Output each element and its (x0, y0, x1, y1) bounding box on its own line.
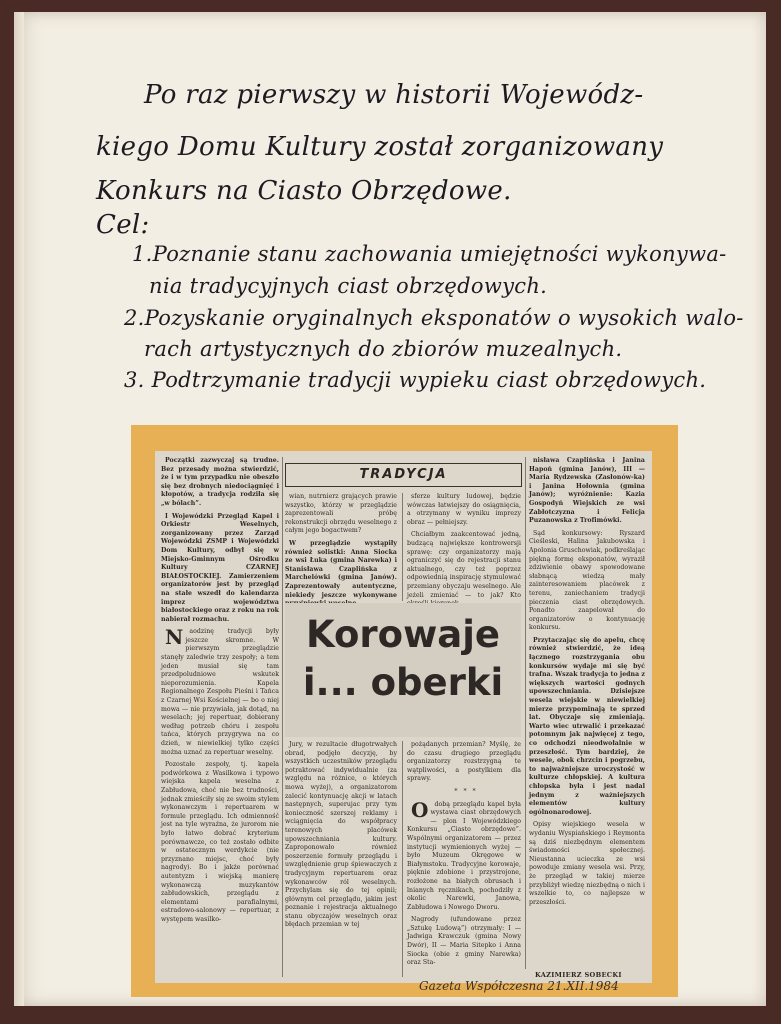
article-paragraph: Przytaczając się do apelu, chcę również stwierdzić, że ideą łącznego rozstrzygania obu konkursów wydaje mi się być trafna. Wszak tradycja to jedna z większych wartości godnych upowszechniania. Dzisiejsze wesela wiejskie w niewielkiej mierze przypominają te sprzed lat. Obyczaje się zmieniają. Warto wiec utrwalić i przekazać potomnym jak najwięcej z tego, co odchodzi nieodwołalnie w przeszłość. Tym bardziej, że wesele, obok chrzcin i pogrzebu, to najważniejsze uroczystość w kulturze chłopskiej. A kultura chłopska była i jest nadal jednym z ważniejszych elementów kultury ogólnonarodowej. (529, 636, 645, 816)
handwritten-goal-line-4: rach artystycznych do zbiorów muzealnych. (144, 337, 623, 361)
article-lead: Początki zazwyczaj są trudne. Bez przesady można stwierdzić, że i w tym przypadku nie obeszło się bez drobnych niedociągnięć i kłopotów, a tradycja rodziła się „w bólach”. (161, 457, 279, 507)
source-note: Gazeta Współczesna 21.XII.1984 (419, 979, 619, 993)
album-page (14, 12, 766, 1006)
page-spine (14, 12, 24, 1006)
column-rule (402, 741, 403, 977)
handwritten-intro-line-2: kiego Domu Kultury został zorganizowany (96, 132, 664, 162)
newspaper-clipping (155, 451, 652, 983)
handwritten-goal-heading: Cel: (96, 210, 150, 240)
section-kicker: TRADYCJA (285, 463, 522, 487)
article-paragraph: Jury, w rezultacie długotrwałych obrad, podjęło decyzję, by wszystkich uczestników przeglądu potraktować indywidualnie (za względu na różnice, o których mowa wyżej), a organizatorom zalecić kontynuację akcji w latach następnych, superujac przy tym konieczność szerszej reklamy i wciągnięcia do współpracy terenowych placówek upowszechniania kultury. Zaproponowało również poszerzenie formuły przeglądu i uwzględnienie grup śpiewaczych z tradycyjnym repertuarem oraz wykonawców ról weselnych. Przychylam się do tej opinii; głównym cel przeglądu, jakim jest poznanie i rejestracja aktualnego stanu obyczajów weselnych oraz błędach przemian w tej (285, 741, 397, 929)
section-separator: * * * (454, 787, 478, 795)
headline-box (285, 603, 521, 737)
article-paragraph (407, 797, 521, 913)
headline-line-1: Korowaje (305, 613, 501, 656)
drop-cap: O (411, 797, 429, 822)
article-paragraph: Nagrody (ufundowane przez „Sztukę Ludową”) otrzymały: I — Jadwiga Krawczuk (gmina Nowy Dwór), II — Maria Sitepko i Anna Siocka (obie z gminy Narewka) oraz Sta- (407, 916, 521, 967)
article-paragraph: wian, nutrnierz grających prawie wszystko, którzy w przeglądzie zaprezentowali próbę rekonstrukcji obrzędu weselnego z całym jego bogactwem? (285, 493, 397, 535)
article-bold-intro: I Wojewódzki Przegląd Kapel i Orkiestr Weselnych, zorganizowany przez Zarząd Wojewódzki ZSMP i Wojewódzki Dom Kultury, odbył się w Miejsko-Gminnym Ośrodku Kultury CZARNEJ BIAŁOSTOCKIEJ. Zamierzeniem organizatorów jest by przegląd na stałe wszedł do kalendarza imprez województwa białostockiego oraz z roku na rok nabierał rozmachu. (161, 512, 279, 623)
article-column-1 (161, 457, 279, 977)
article-paragraph-text: dobą przeglądu kapel była wystawa ciast obrzędowych — plon I Wojewódzkiego Konkursu „Ciasto obrzędowe”. Wspólnymi organizatorem — przez instytucji wymienionych wyżej — było Muzeum Okręgowe w Białymstoku. Tradycyjne korowaje, pięknie zdobione i przystrojone, rozłożone na białych obrusach i lnianych ręcznikach, pochodziły z okolic Narewki, Janowa, Zabłudowa i Nowego Dworu. (407, 800, 521, 911)
column-rule (525, 457, 526, 969)
article-paragraph (161, 625, 279, 757)
drop-cap: N (165, 625, 184, 650)
article-paragraph: pożądanych przemian? Myślę, że do czasu drugiego przeglądu organizatorzy rozstrzygną te wątpliwości, a postylkiem dla sprawy. (407, 741, 521, 783)
article-paragraph-text: aodzinę tradycji były jeszcze skromne. W pierwszym przeglądzie stanęły zaledwie trzy zespoły; a tem jeden musiał się tam przedpoludniowe wskutek nieporozumienia. Kapela Regionalnego Zespołu Pieśni i Tańca z Czarnej Wsi Kościelnej — bo o niej mowa — nie przywiała, jak dotąd, na weselach; jej repertuar, dobierany według potrzeb chóru i zespołu tańca, których przygrywa na co dzień, w niewielkiej tylko części można uznać za repertuar weselny. (161, 628, 279, 756)
handwritten-intro-line-1: Po raz pierwszy w historii Wojewódz- (144, 80, 644, 110)
handwritten-goal-line-3: 2.Pozyskanie oryginalnych eksponatów o wysokich walo- (124, 306, 744, 330)
column-rule (282, 457, 283, 977)
handwritten-intro-line-3: Konkurs na Ciasto Obrzędowe. (96, 176, 512, 206)
clipping-mount (131, 425, 678, 997)
article-paragraph: Chciałbym zaakcentować jedną, budzącą największe kontrowersji sprawę: czy organizatorzy mają ograniczyć się do rejestracji stanu aktualnego, czy też poprzez odpowiednią inspirację stymulować przemiany obyczaju weselnego. Ale jeżeli zmieniać — to jak? Kto (407, 531, 521, 599)
article-paragraph: nisława Czaplińska i Janina Hapoń (gmina Janów), III — Maria Rydzewska (Zasłonów-ka) i Janina Hołownia (gmina Janów); wyróżnienie: Kazia Gospodyń Wiejskich ze wsi Zabłotczyzna i Felicja Puzanowska z Trofimówki. (529, 457, 645, 525)
handwritten-goal-line-2: nia tradycyjnych ciast obrzędowych. (149, 274, 548, 298)
article-paragraph: Sąd konkursowy: Ryszard Cieśleski, Halina Jakubowska i Apolonia Gruschowiak, podkreślając piękną formę eksponatów, wyraził zdziwienie obawy spowodowane słabnącą wiedzą mały zainteresowaniem placówek z terenu, zaniechaniem tradycji pieczenia ciast obrzędowych. Ponadto zaapelował do organizatorów o kontynuację konkursu. (529, 529, 645, 632)
handwritten-goal-line-5: 3. Podtrzymanie tradycji wypieku ciast obrzędowych. (124, 368, 707, 392)
article-paragraph: W przeglądzie wystąpiły również solistki: Anna Siocka ze wsi Łuka (gmina Narewka) i Stanisława Czaplińska z Marchelówki (gmina Janów). Zaprezentowały autentyczne, niekiedy jeszcze wykonywane (285, 539, 397, 599)
article-column-2-lower (285, 741, 397, 977)
headline-line-2: i... oberki (302, 661, 504, 704)
article-column-2 (285, 493, 397, 601)
article-paragraph: Opisy wiejskiego wesela w wydaniu Wyspiańskiego i Reymonta są dziś niezbędnym elementem świadomości społecznej. Nieustanna ucieczka ze wsi powoduje zmiany wesela wsi. Przy, że przegląd w takiej mierze przybliżył wiedzę niezbędną o nich i wszelkie to, co najlepsze w przeszłości. (529, 821, 645, 906)
column-rule (402, 493, 403, 601)
handwritten-goal-line-1: 1.Poznanie stanu zachowania umiejętności wykonywa- (132, 242, 727, 266)
article-column-4 (529, 457, 645, 969)
article-column-3-lower (407, 741, 521, 977)
article-column-3-top (407, 493, 521, 601)
article-byline: KAZIMIERZ SOBECKI (535, 971, 622, 979)
article-paragraph: sferze kultury ludowej, będzie wówczas łatwiejszy do osiągnięcia, a otrzymany w wyniku imprezy obraz — pełniejszy. (407, 493, 521, 526)
article-paragraph: Pozostałe zespoły, tj. kapela podwórkowa z Wasilkowa i typowo wiejska kapela weselna z Zabłudowa, choć nie bez trudności, jednak zmieściły się ze swoim stylem wykonawczym i repertuarem w formule przeglądu. Ich odmienność jest na tyle wyraźna, że jurorom nie było łatwo dobrać kryterium porównawcze, co też zostało odbite w ostatecznym werdykcie (nie przyznano miejsc, choć były nagrody). Bo i jakże porównać autentyzm i wiejską manierę wykonawczą muzykantów zabłudowskich, przeglądu z elementami parafialnymi, estradowo-salonowy — repertuar, z występem wasilko- (161, 761, 279, 923)
